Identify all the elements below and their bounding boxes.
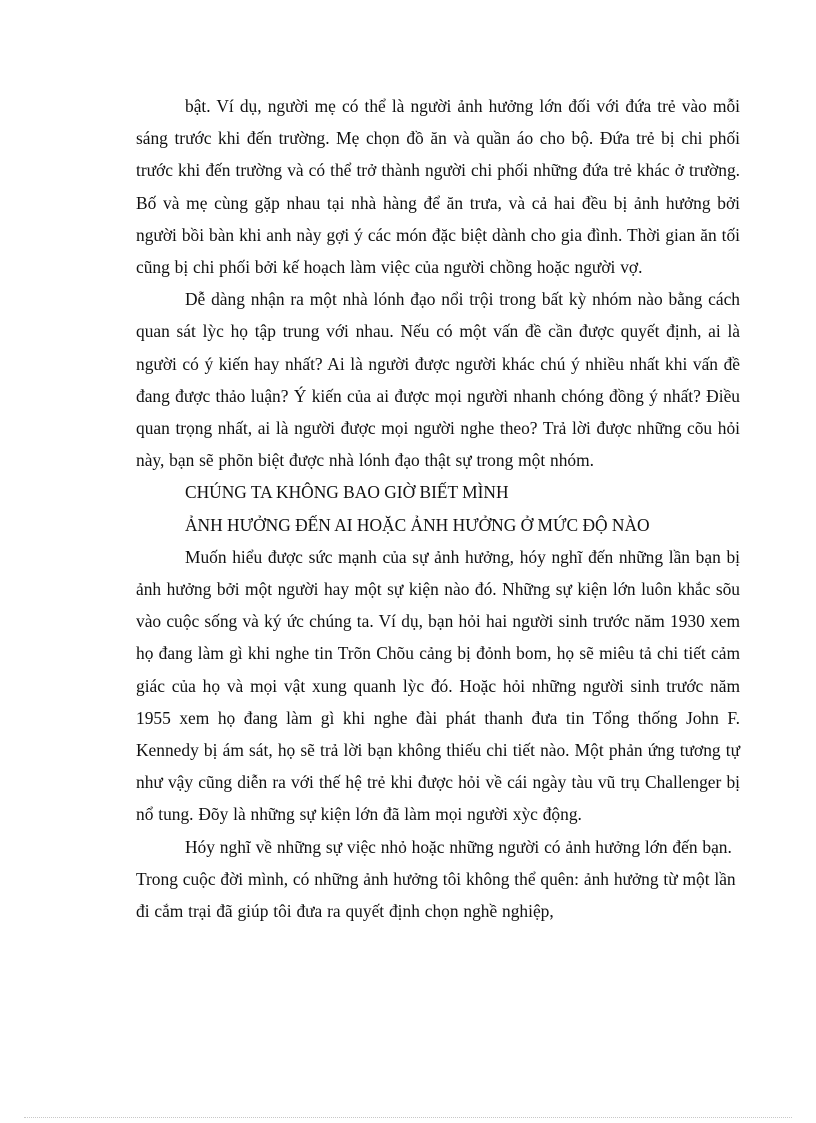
section-heading-line-2: ẢNH HƯỞNG ĐẾN AI HOẶC ẢNH HƯỞNG Ở MỨC ĐỘ NÀO (185, 514, 650, 535)
paragraph-3: Muốn hiểu được sức mạnh của sự ảnh hưởng, hóy nghĩ đến những lần bạn bị ảnh hưởng bởi một người hay một sự kiện nào đó. Những sự kiện lớn luôn khắc sõu vào cuộc sống và ký ức chúng ta. Ví dụ, bạn hỏi hai người sinh trước năm 1930 xem họ đang làm gì khi nghe tin Trõn Chõu cảng bị đỏnh bom, họ sẽ miêu tả chi tiết cảm giác của họ và mọi vật xung quanh lỳc đó. Hoặc hỏi những người sinh trước năm 1955 xem họ đang làm gì khi nghe đài phát thanh đưa tin Tổng thống John F. Kennedy bị ám sát, họ sẽ trả lời bạn không thiếu chi tiết nào. Một phản ứng tương tự như vậy cũng diễn ra với thế hệ trẻ khi được hỏi về cái ngày tàu vũ trụ Challenger bị nổ tung. Đõy là những sự kiện lớn đã làm mọi người xỳc động. (136, 546, 740, 825)
document-page (136, 90, 740, 927)
page-bottom-dotted-rule (24, 1117, 792, 1118)
paragraph-1: bật. Ví dụ, người mẹ có thể là người ảnh hưởng lớn đối với đứa trẻ vào mỗi sáng trước khi đến trường. Mẹ chọn đồ ăn và quần áo cho bộ. Đứa trẻ bị chi phối trước khi đến trường và có thể trở thành người chi phối những đứa trẻ khác ở trường. Bố và mẹ cùng gặp nhau tại nhà hàng để ăn trưa, và cả hai đều bị ảnh hưởng bởi người bồi bàn khi anh này gợi ý các món đặc biệt dành cho gia đình. Thời gian ăn tối cũng bị chi phối bởi kế hoạch làm việc của người chồng hoặc người vợ. (136, 96, 740, 278)
section-heading-line-1: CHÚNG TA KHÔNG BAO GIỜ BIẾT MÌNH (185, 482, 509, 503)
paragraph-4: Hóy nghĩ về những sự việc nhỏ hoặc những người có ảnh hưởng lớn đến bạn. Trong cuộc đời mình, có những ảnh hưởng tôi không thể quên: ảnh hưởng từ một lần đi cắm trại đã giúp tôi đưa ra quyết định chọn nghề nghiệp, (136, 836, 736, 922)
paragraph-2: Dễ dàng nhận ra một nhà lónh đạo nổi trội trong bất kỳ nhóm nào bằng cách quan sát lỳc họ tập trung với nhau. Nếu có một vấn đề cần được quyết định, ai là người có ý kiến hay nhất? Ai là người được người khác chú ý nhiều nhất khi vấn đề đang được thảo luận? Ý kiến của ai được mọi người nhanh chóng đồng ý nhất? Điều quan trọng nhất, ai là người được mọi người nghe theo? Trả lời được những cõu hỏi này, bạn sẽ phõn biệt được nhà lónh đạo thật sự trong một nhóm. (136, 289, 740, 471)
